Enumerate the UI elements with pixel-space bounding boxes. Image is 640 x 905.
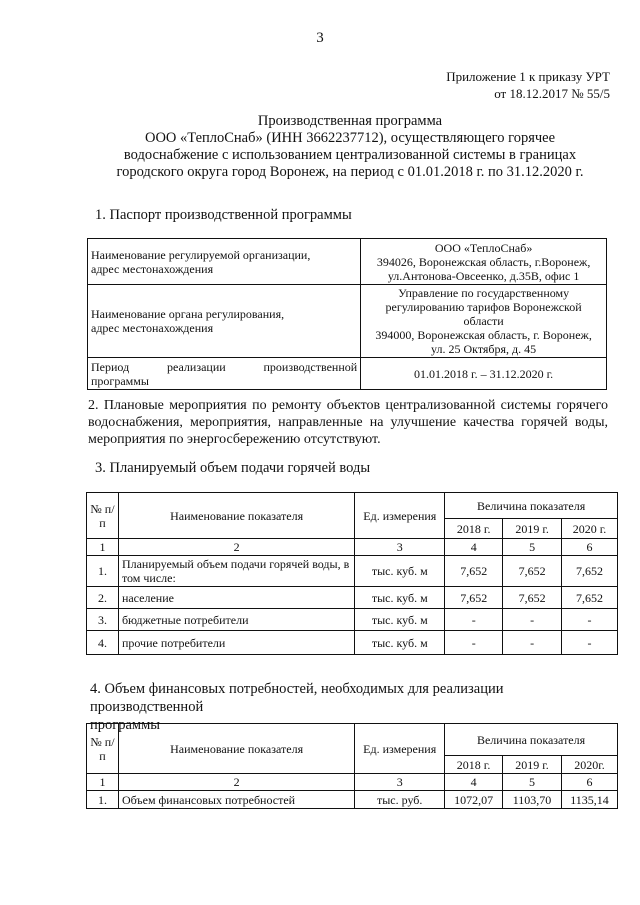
header-year: 2019 г.	[503, 756, 562, 774]
section-2-text: 2. Плановые мероприятия по ремонту объектов централизованной системы горячего водоснабжения, мероприятия, направленные на улучшение качества горячей воды, мероприятия по энергосбережению отсутствуют.	[88, 398, 608, 447]
row-unit: тыс. куб. м	[355, 631, 445, 655]
title-line-4: городского округа город Воронеж, на период с 01.01.2018 г. по 31.12.2020 г.	[116, 164, 584, 180]
header-name: Наименование показателя	[118, 493, 354, 539]
passport-label	[88, 239, 361, 285]
row-value-2018: -	[445, 631, 503, 655]
passport-value-line: регулированию тарифов Воронежской области	[385, 300, 582, 328]
passport-row	[88, 239, 607, 285]
row-value-2019: -	[503, 609, 562, 631]
passport-value	[361, 285, 607, 358]
row-name: Объем финансовых потребностей	[118, 791, 354, 809]
title-line-2: ООО «ТеплоСнаб» (ИНН 3662237712), осуществляющего горячее	[144, 130, 556, 146]
passport-value-line: 394000, Воронежская область, г. Воронеж,	[375, 328, 592, 342]
passport-label-line: Период реализации производственной	[91, 359, 358, 374]
passport-row	[88, 285, 607, 358]
header-year: 2019 г.	[503, 519, 562, 539]
index-cell: 1	[87, 774, 119, 791]
passport-label-line: программы	[91, 373, 149, 388]
section-3-title: 3. Планируемый объем подачи горячей воды	[95, 460, 371, 476]
index-cell: 4	[445, 774, 503, 791]
index-cell: 5	[503, 774, 562, 791]
index-cell: 2	[118, 539, 354, 556]
header-value: Величина показателя	[445, 724, 618, 756]
passport-label-line: Наименование регулируемой организации,	[91, 247, 311, 262]
table-index-row	[87, 539, 618, 556]
header-unit: Ед. измерения	[355, 493, 445, 539]
row-unit: тыс. руб.	[355, 791, 445, 809]
row-name: бюджетные потребители	[118, 609, 354, 631]
header-year: 2018 г.	[445, 519, 503, 539]
index-cell: 6	[562, 774, 618, 791]
index-cell: 6	[562, 539, 618, 556]
passport-label	[88, 358, 361, 390]
header-year: 2020г.	[562, 756, 618, 774]
row-num: 1.	[87, 791, 119, 809]
table-index-row	[87, 774, 618, 791]
index-cell: 5	[503, 539, 562, 556]
row-value-2018: 7,652	[445, 556, 503, 587]
passport-label-line: Наименование органа регулирования,	[91, 307, 285, 321]
section-4-title-line-1: 4. Объем финансовых потребностей, необходимых для реализации производственной	[90, 681, 504, 715]
passport-value-line: Управление по государственному	[398, 286, 570, 300]
index-cell: 4	[445, 539, 503, 556]
page-number: 3	[316, 30, 324, 46]
passport-label	[88, 285, 361, 358]
section-1-title: 1. Паспорт производственной программы	[95, 207, 352, 223]
appendix-reference	[446, 68, 610, 102]
passport-row	[88, 358, 607, 390]
passport-table	[87, 238, 607, 390]
row-num: 2.	[87, 587, 119, 609]
section-4-title-line-2: программы	[90, 717, 160, 733]
index-cell: 2	[118, 774, 354, 791]
row-name: прочие потребители	[118, 631, 354, 655]
row-value-2019: 1103,70	[503, 791, 562, 809]
row-value-2018: 7,652	[445, 587, 503, 609]
passport-label-line: адрес местонахождения	[91, 261, 214, 276]
passport-value-line: 394026, Воронежская область, г.Воронеж,	[376, 254, 591, 269]
table-row	[87, 791, 618, 809]
row-unit: тыс. куб. м	[355, 587, 445, 609]
passport-value	[361, 239, 607, 285]
header-year: 2018 г.	[445, 756, 503, 774]
table-row	[87, 556, 618, 587]
row-value-2019: 7,652	[503, 556, 562, 587]
row-value-2020: 7,652	[562, 587, 618, 609]
row-value-2018: 1072,07	[445, 791, 503, 809]
row-value-2020: -	[562, 609, 618, 631]
financial-needs-table	[86, 723, 618, 809]
row-unit: тыс. куб. м	[355, 556, 445, 587]
appendix-line-1: Приложение 1 к приказу УРТ	[446, 69, 610, 84]
row-value-2020: 7,652	[562, 556, 618, 587]
row-name: население	[118, 587, 354, 609]
header-year: 2020 г.	[562, 519, 618, 539]
index-cell: 1	[87, 539, 119, 556]
title-line-1: Производственная программа	[257, 113, 443, 129]
water-volume-table	[86, 492, 618, 655]
header-unit: Ед. измерения	[355, 724, 445, 774]
header-num: № п/п	[87, 493, 119, 539]
passport-value-line: ул. 25 Октября, д. 45	[431, 342, 537, 356]
row-value-2019: -	[503, 631, 562, 655]
row-value-2018: -	[445, 609, 503, 631]
document-title	[90, 113, 610, 181]
passport-value: 01.01.2018 г. – 31.12.2020 г.	[361, 358, 607, 390]
passport-value-line: ул.Антонова-Овсеенко, д.35В, офис 1	[387, 268, 580, 283]
row-name: Планируемый объем подачи горячей воды, в том числе:	[118, 556, 354, 587]
table-row	[87, 609, 618, 631]
header-value: Величина показателя	[445, 493, 618, 519]
row-num: 1.	[87, 556, 119, 587]
row-unit: тыс. куб. м	[355, 609, 445, 631]
row-num: 3.	[87, 609, 119, 631]
title-line-3: водоснабжение с использованием централизованной системы в границах	[123, 147, 577, 163]
table-row	[87, 587, 618, 609]
row-value-2019: 7,652	[503, 587, 562, 609]
header-name: Наименование показателя	[118, 724, 354, 774]
appendix-line-2: от 18.12.2017 № 55/5	[494, 86, 610, 101]
row-value-2020: -	[562, 631, 618, 655]
table-header-row	[87, 493, 618, 519]
table-row	[87, 631, 618, 655]
passport-value-line: ООО «ТеплоСнаб»	[434, 240, 533, 255]
table-header-row	[87, 724, 618, 756]
passport-label-line: адрес местонахождения	[91, 321, 214, 335]
header-num: № п/п	[87, 724, 119, 774]
row-num: 4.	[87, 631, 119, 655]
row-value-2020: 1135,14	[562, 791, 618, 809]
index-cell: 3	[355, 539, 445, 556]
index-cell: 3	[355, 774, 445, 791]
